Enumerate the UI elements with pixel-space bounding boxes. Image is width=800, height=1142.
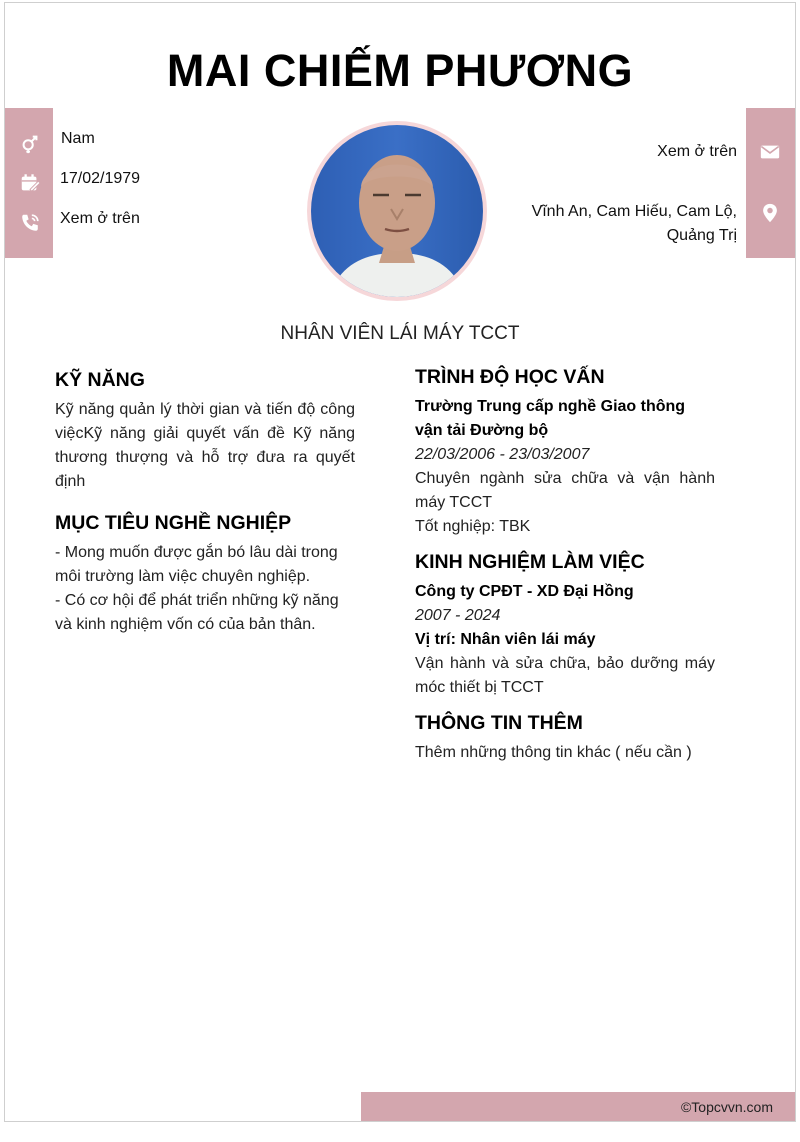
address-line-2: Quảng Trị (666, 227, 737, 244)
address-text (532, 200, 737, 248)
education-major: Chuyên ngành sửa chữa và vận hành máy TCCT (415, 470, 715, 511)
gender-icon (19, 132, 41, 154)
experience-description: Vận hành và sửa chữa, bảo dưỡng máy móc thiết bị TCCT (415, 655, 715, 696)
education-graduation: Tốt nghiệp: TBK (415, 518, 531, 535)
objective-line-1: - Mong muốn được gắn bó lâu dài trong môi trường làm việc chuyên nghiệp. (55, 544, 338, 585)
skills-title: KỸ NĂNG (55, 369, 145, 391)
gender-text: Nam (61, 130, 95, 147)
right-contact-bar (746, 108, 795, 258)
footer-watermark: ©Topcvvn.com (361, 1092, 795, 1122)
objective-line-2: - Có cơ hội để phát triển những kỹ năng và kinh nghiệm vốn có của bản thân. (55, 592, 339, 633)
additional-info-text: Thêm những thông tin khác ( nếu cần ) (415, 744, 692, 761)
objective-title: MỤC TIÊU NGHỀ NGHIỆP (55, 512, 292, 534)
education-dates: 22/03/2006 - 23/03/2007 (415, 446, 590, 463)
birthday-text: 17/02/1979 (60, 170, 141, 187)
company-name: Công ty CPĐT - XD Đại Hồng (415, 583, 634, 600)
mail-icon (759, 141, 781, 163)
phone-icon (19, 212, 41, 234)
phone-text: Xem ở trên (60, 210, 140, 227)
address-line-1: Vĩnh An, Cam Hiếu, Cam Lộ, (531, 203, 737, 220)
cv-page (4, 2, 796, 1122)
left-contact-bar (5, 108, 53, 258)
job-title: NHÂN VIÊN LÁI MÁY TCCT (280, 323, 520, 344)
experience-title: KINH NGHIỆM LÀM VIỆC (415, 551, 645, 573)
left-column (55, 369, 355, 637)
experience-position: Vị trí: Nhân viên lái máy (415, 631, 596, 648)
location-pin-icon (759, 202, 781, 224)
profile-photo (311, 125, 483, 297)
additional-info-title: THÔNG TIN THÊM (415, 712, 583, 734)
school-name: Trường Trung cấp nghề Giao thông vận tải Đường bộ (415, 398, 686, 439)
avatar (307, 121, 487, 301)
candidate-name: MAI CHIẾM PHƯƠNG (166, 45, 634, 96)
right-column (415, 366, 715, 765)
education-title: TRÌNH ĐỘ HỌC VẤN (415, 366, 605, 388)
experience-dates: 2007 - 2024 (415, 607, 501, 624)
skills-text: Kỹ năng quản lý thời gian và tiến độ công việcKỹ năng giải quyết vấn đề Kỹ năng thương thượng và hỗ trợ đưa ra quyết định (55, 401, 355, 490)
email-text: Xem ở trên (657, 143, 737, 160)
calendar-icon (19, 172, 41, 194)
